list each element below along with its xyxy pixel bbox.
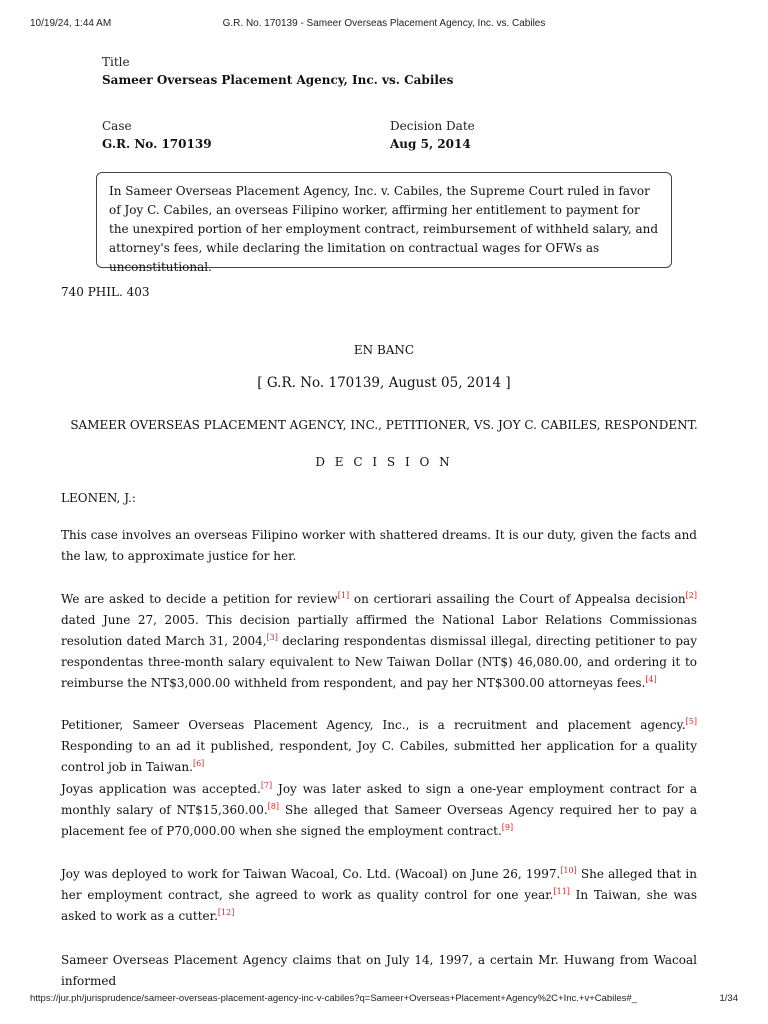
- paragraph-text: Joy was later asked to sign a one-year employment contract for a monthly salary of NT$15,360.00.: [61, 782, 698, 817]
- parties: SAMEER OVERSEAS PLACEMENT AGENCY, INC., PETITIONER, VS. JOY C. CABILES, RESPONDENT.: [70, 418, 698, 432]
- paragraph-text: Sameer Overseas Placement Agency claims that on July 14, 1997, a certain Mr. Huwang from Wacoal informed: [61, 953, 697, 988]
- paragraph-5: [61, 864, 697, 927]
- footnote-link[interactable]: [7]: [260, 781, 273, 790]
- footnote-link[interactable]: [5]: [685, 717, 697, 726]
- footnote-link[interactable]: [11]: [553, 887, 570, 896]
- footnote-link[interactable]: [9]: [501, 823, 514, 832]
- paragraph-1: [61, 525, 697, 567]
- paragraph-text: She alleged that in her employment contract, she agreed to work as quality control for one year.: [61, 867, 697, 902]
- paragraph-4: [61, 779, 697, 842]
- paragraph-text: dated June 27, 2005. This decision partially affirmed the National Labor Relations Commissionas resolution dated March 31, 2004,: [61, 613, 697, 648]
- paragraph-2: [61, 589, 697, 694]
- paragraph-text: This case involves an overseas Filipino worker with shattered dreams. It is our duty, given the facts and the law, to approximate justice for her.: [61, 528, 697, 563]
- paragraph-text: We are asked to decide a petition for review: [61, 592, 338, 606]
- paragraph-text: Joyas application was accepted.: [61, 782, 261, 796]
- decision-heading: D E C I S I O N: [315, 455, 453, 469]
- print-page-title: G.R. No. 170139 - Sameer Overseas Placement Agency, Inc. vs. Cabiles: [222, 18, 546, 29]
- title-value: Sameer Overseas Placement Agency, Inc. vs. Cabiles: [102, 73, 454, 87]
- footnote-link[interactable]: [2]: [685, 591, 697, 600]
- title-label: Title: [102, 55, 130, 69]
- footnote-link[interactable]: [12]: [217, 908, 235, 917]
- footnote-link[interactable]: [8]: [267, 802, 279, 811]
- gr-number-line: [ G.R. No. 170139, August 05, 2014 ]: [257, 375, 511, 391]
- print-page-count: 1/34: [719, 993, 738, 1004]
- print-url: https://jur.ph/jurisprudence/sameer-overseas-placement-agency-inc-v-cabiles?q=Sameer+Overseas+Placement+Agency%2C+Inc.+v+Cabiles#_: [30, 993, 637, 1004]
- decision-date-label: Decision Date: [390, 119, 475, 133]
- case-summary-box: In Sameer Overseas Placement Agency, Inc. v. Cabiles, the Supreme Court ruled in favor of Joy C. Cabiles, an overseas Filipino worker, affirming her entitlement to payment for the unexpired portion of her employment contract, reimbursement of withheld salary, and attorney's fees, while declaring the limitation on contractual wages for OFWs as unconstitutional.: [96, 172, 672, 268]
- paragraph-6: [61, 950, 697, 992]
- paragraph-text: In Taiwan, she was asked to work as a cutter.: [61, 888, 697, 923]
- paragraph-text: Petitioner, Sameer Overseas Placement Agency, Inc., is a recruitment and placement agency.: [61, 718, 686, 732]
- paragraph-text: She alleged that Sameer Overseas Agency required her to pay a placement fee of P70,000.00 when she signed the employment contract.: [61, 803, 697, 838]
- print-timestamp: 10/19/24, 1:44 AM: [30, 18, 112, 29]
- case-label: Case: [102, 119, 132, 133]
- paragraph-3: [61, 715, 697, 778]
- footnote-link[interactable]: [10]: [560, 866, 577, 875]
- paragraph-text: Joy was deployed to work for Taiwan Wacoal, Co. Ltd. (Wacoal) on June 26, 1997.: [61, 867, 561, 881]
- citation: 740 PHIL. 403: [61, 285, 150, 299]
- case-value: G.R. No. 170139: [102, 137, 212, 151]
- footnote-link[interactable]: [6]: [192, 759, 205, 768]
- footnote-link[interactable]: [4]: [645, 675, 657, 684]
- footnote-link[interactable]: [3]: [266, 633, 278, 642]
- footnote-link[interactable]: [1]: [337, 591, 350, 600]
- decision-date-value: Aug 5, 2014: [390, 137, 471, 151]
- division: EN BANC: [353, 343, 415, 357]
- paragraph-text: declaring respondentas dismissal illegal, directing petitioner to pay respondentas three-month salary equivalent to New Taiwan Dollar (NT$) 46,080.00, and ordering it to reimburse the NT$3,000.00 withheld from respondent, and pay her NT$300.00 attorneyas fees.: [61, 634, 697, 690]
- paragraph-text: on certiorari assailing the Court of Appealsa decision: [349, 592, 686, 606]
- ponente: LEONEN, J.:: [61, 491, 136, 505]
- paragraph-text: Responding to an ad it published, respondent, Joy C. Cabiles, submitted her application for a quality control job in Taiwan.: [61, 739, 697, 774]
